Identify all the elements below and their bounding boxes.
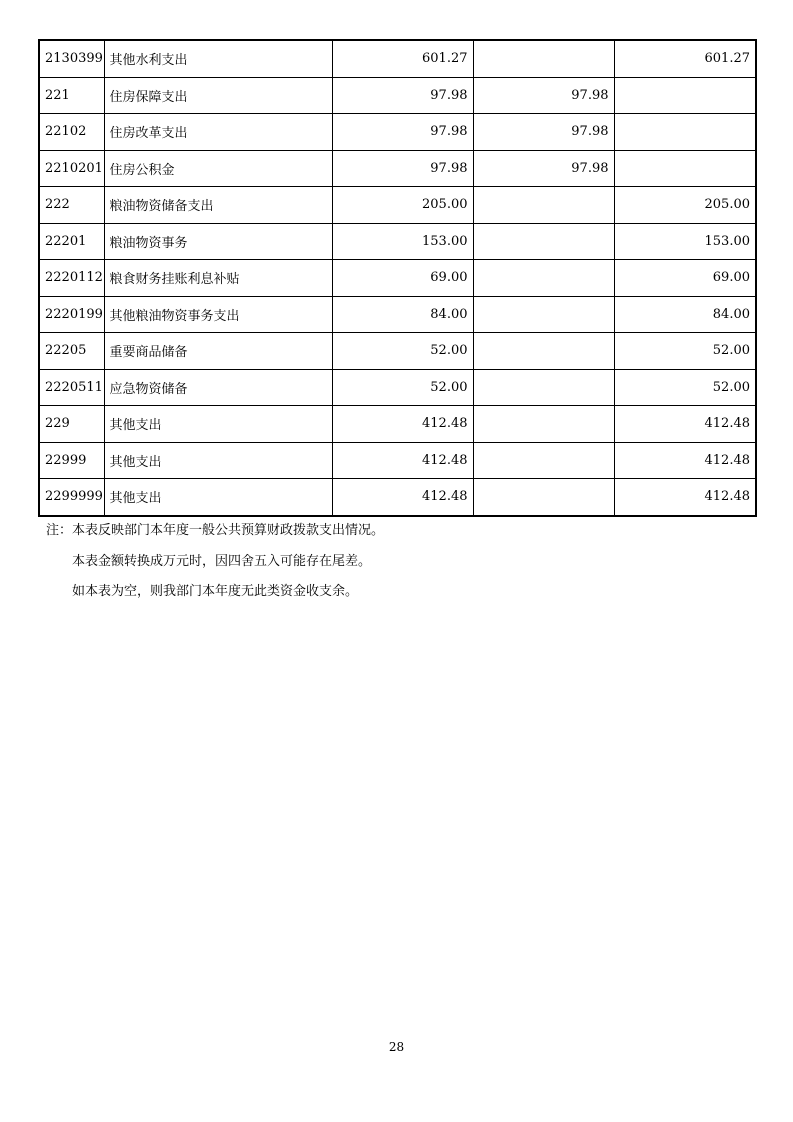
page-number: 28 xyxy=(388,1040,405,1054)
table-row xyxy=(39,369,756,406)
subject-name: 住房保障支出 xyxy=(104,77,332,114)
table-row xyxy=(39,187,756,224)
subject-code: 221 xyxy=(39,77,104,114)
subject-name: 其他水利支出 xyxy=(104,40,332,77)
table-row xyxy=(39,442,756,479)
total-amount: 153.00 xyxy=(332,223,473,260)
project-amount: 412.48 xyxy=(614,406,756,443)
basic-amount xyxy=(473,296,614,333)
basic-amount: 97.98 xyxy=(473,114,614,151)
table-row xyxy=(39,223,756,260)
total-amount: 412.48 xyxy=(332,406,473,443)
table-row xyxy=(39,40,756,77)
basic-amount xyxy=(473,223,614,260)
table-row xyxy=(39,333,756,370)
table-row xyxy=(39,150,756,187)
subject-name: 住房改革支出 xyxy=(104,114,332,151)
basic-amount xyxy=(473,333,614,370)
subject-code: 2220199 xyxy=(39,296,104,333)
subject-code: 22999 xyxy=(39,442,104,479)
project-amount: 52.00 xyxy=(614,333,756,370)
subject-code: 2299999 xyxy=(39,479,104,516)
table-row xyxy=(39,406,756,443)
subject-code: 2220112 xyxy=(39,260,104,297)
project-amount: 153.00 xyxy=(614,223,756,260)
subject-code: 22201 xyxy=(39,223,104,260)
subject-code: 2130399 xyxy=(39,40,104,77)
subject-code: 2220511 xyxy=(39,369,104,406)
total-amount: 412.48 xyxy=(332,479,473,516)
project-amount: 84.00 xyxy=(614,296,756,333)
table-note-line-2: 本表金额转换成万元时，因四舍五入可能存在尾差。 xyxy=(72,554,372,569)
basic-amount xyxy=(473,406,614,443)
total-amount: 69.00 xyxy=(332,260,473,297)
subject-name: 其他支出 xyxy=(104,406,332,443)
project-amount xyxy=(614,77,756,114)
total-amount: 97.98 xyxy=(332,150,473,187)
basic-amount xyxy=(473,187,614,224)
subject-name: 其他支出 xyxy=(104,442,332,479)
basic-amount: 97.98 xyxy=(473,150,614,187)
project-amount: 69.00 xyxy=(614,260,756,297)
subject-code: 22205 xyxy=(39,333,104,370)
subject-name: 重要商品储备 xyxy=(104,333,332,370)
total-amount: 412.48 xyxy=(332,442,473,479)
basic-amount xyxy=(473,40,614,77)
project-amount: 412.48 xyxy=(614,442,756,479)
basic-amount xyxy=(473,479,614,516)
basic-amount: 97.98 xyxy=(473,77,614,114)
total-amount: 52.00 xyxy=(332,333,473,370)
table-row xyxy=(39,479,756,516)
project-amount: 412.48 xyxy=(614,479,756,516)
total-amount: 97.98 xyxy=(332,77,473,114)
total-amount: 205.00 xyxy=(332,187,473,224)
subject-name: 粮油物资事务 xyxy=(104,223,332,260)
table-note-line-3: 如本表为空，则我部门本年度无此类资金收支余。 xyxy=(72,584,359,599)
project-amount: 205.00 xyxy=(614,187,756,224)
subject-code: 222 xyxy=(39,187,104,224)
subject-code: 2210201 xyxy=(39,150,104,187)
basic-amount xyxy=(473,260,614,297)
total-amount: 601.27 xyxy=(332,40,473,77)
total-amount: 52.00 xyxy=(332,369,473,406)
total-amount: 84.00 xyxy=(332,296,473,333)
project-amount: 52.00 xyxy=(614,369,756,406)
table-row xyxy=(39,260,756,297)
project-amount xyxy=(614,150,756,187)
subject-code: 22102 xyxy=(39,114,104,151)
subject-name: 其他粮油物资事务支出 xyxy=(104,296,332,333)
table-note-line-1: 注：本表反映部门本年度一般公共预算财政拨款支出情况。 xyxy=(46,523,385,538)
project-amount xyxy=(614,114,756,151)
table-row xyxy=(39,296,756,333)
basic-amount xyxy=(473,369,614,406)
total-amount: 97.98 xyxy=(332,114,473,151)
subject-name: 住房公积金 xyxy=(104,150,332,187)
project-amount: 601.27 xyxy=(614,40,756,77)
subject-name: 应急物资储备 xyxy=(104,369,332,406)
subject-name: 粮食财务挂账利息补贴 xyxy=(104,260,332,297)
subject-code: 229 xyxy=(39,406,104,443)
table-row xyxy=(39,114,756,151)
subject-name: 粮油物资储备支出 xyxy=(104,187,332,224)
expenditure-table xyxy=(38,39,757,517)
basic-amount xyxy=(473,442,614,479)
subject-name: 其他支出 xyxy=(104,479,332,516)
table-row xyxy=(39,77,756,114)
